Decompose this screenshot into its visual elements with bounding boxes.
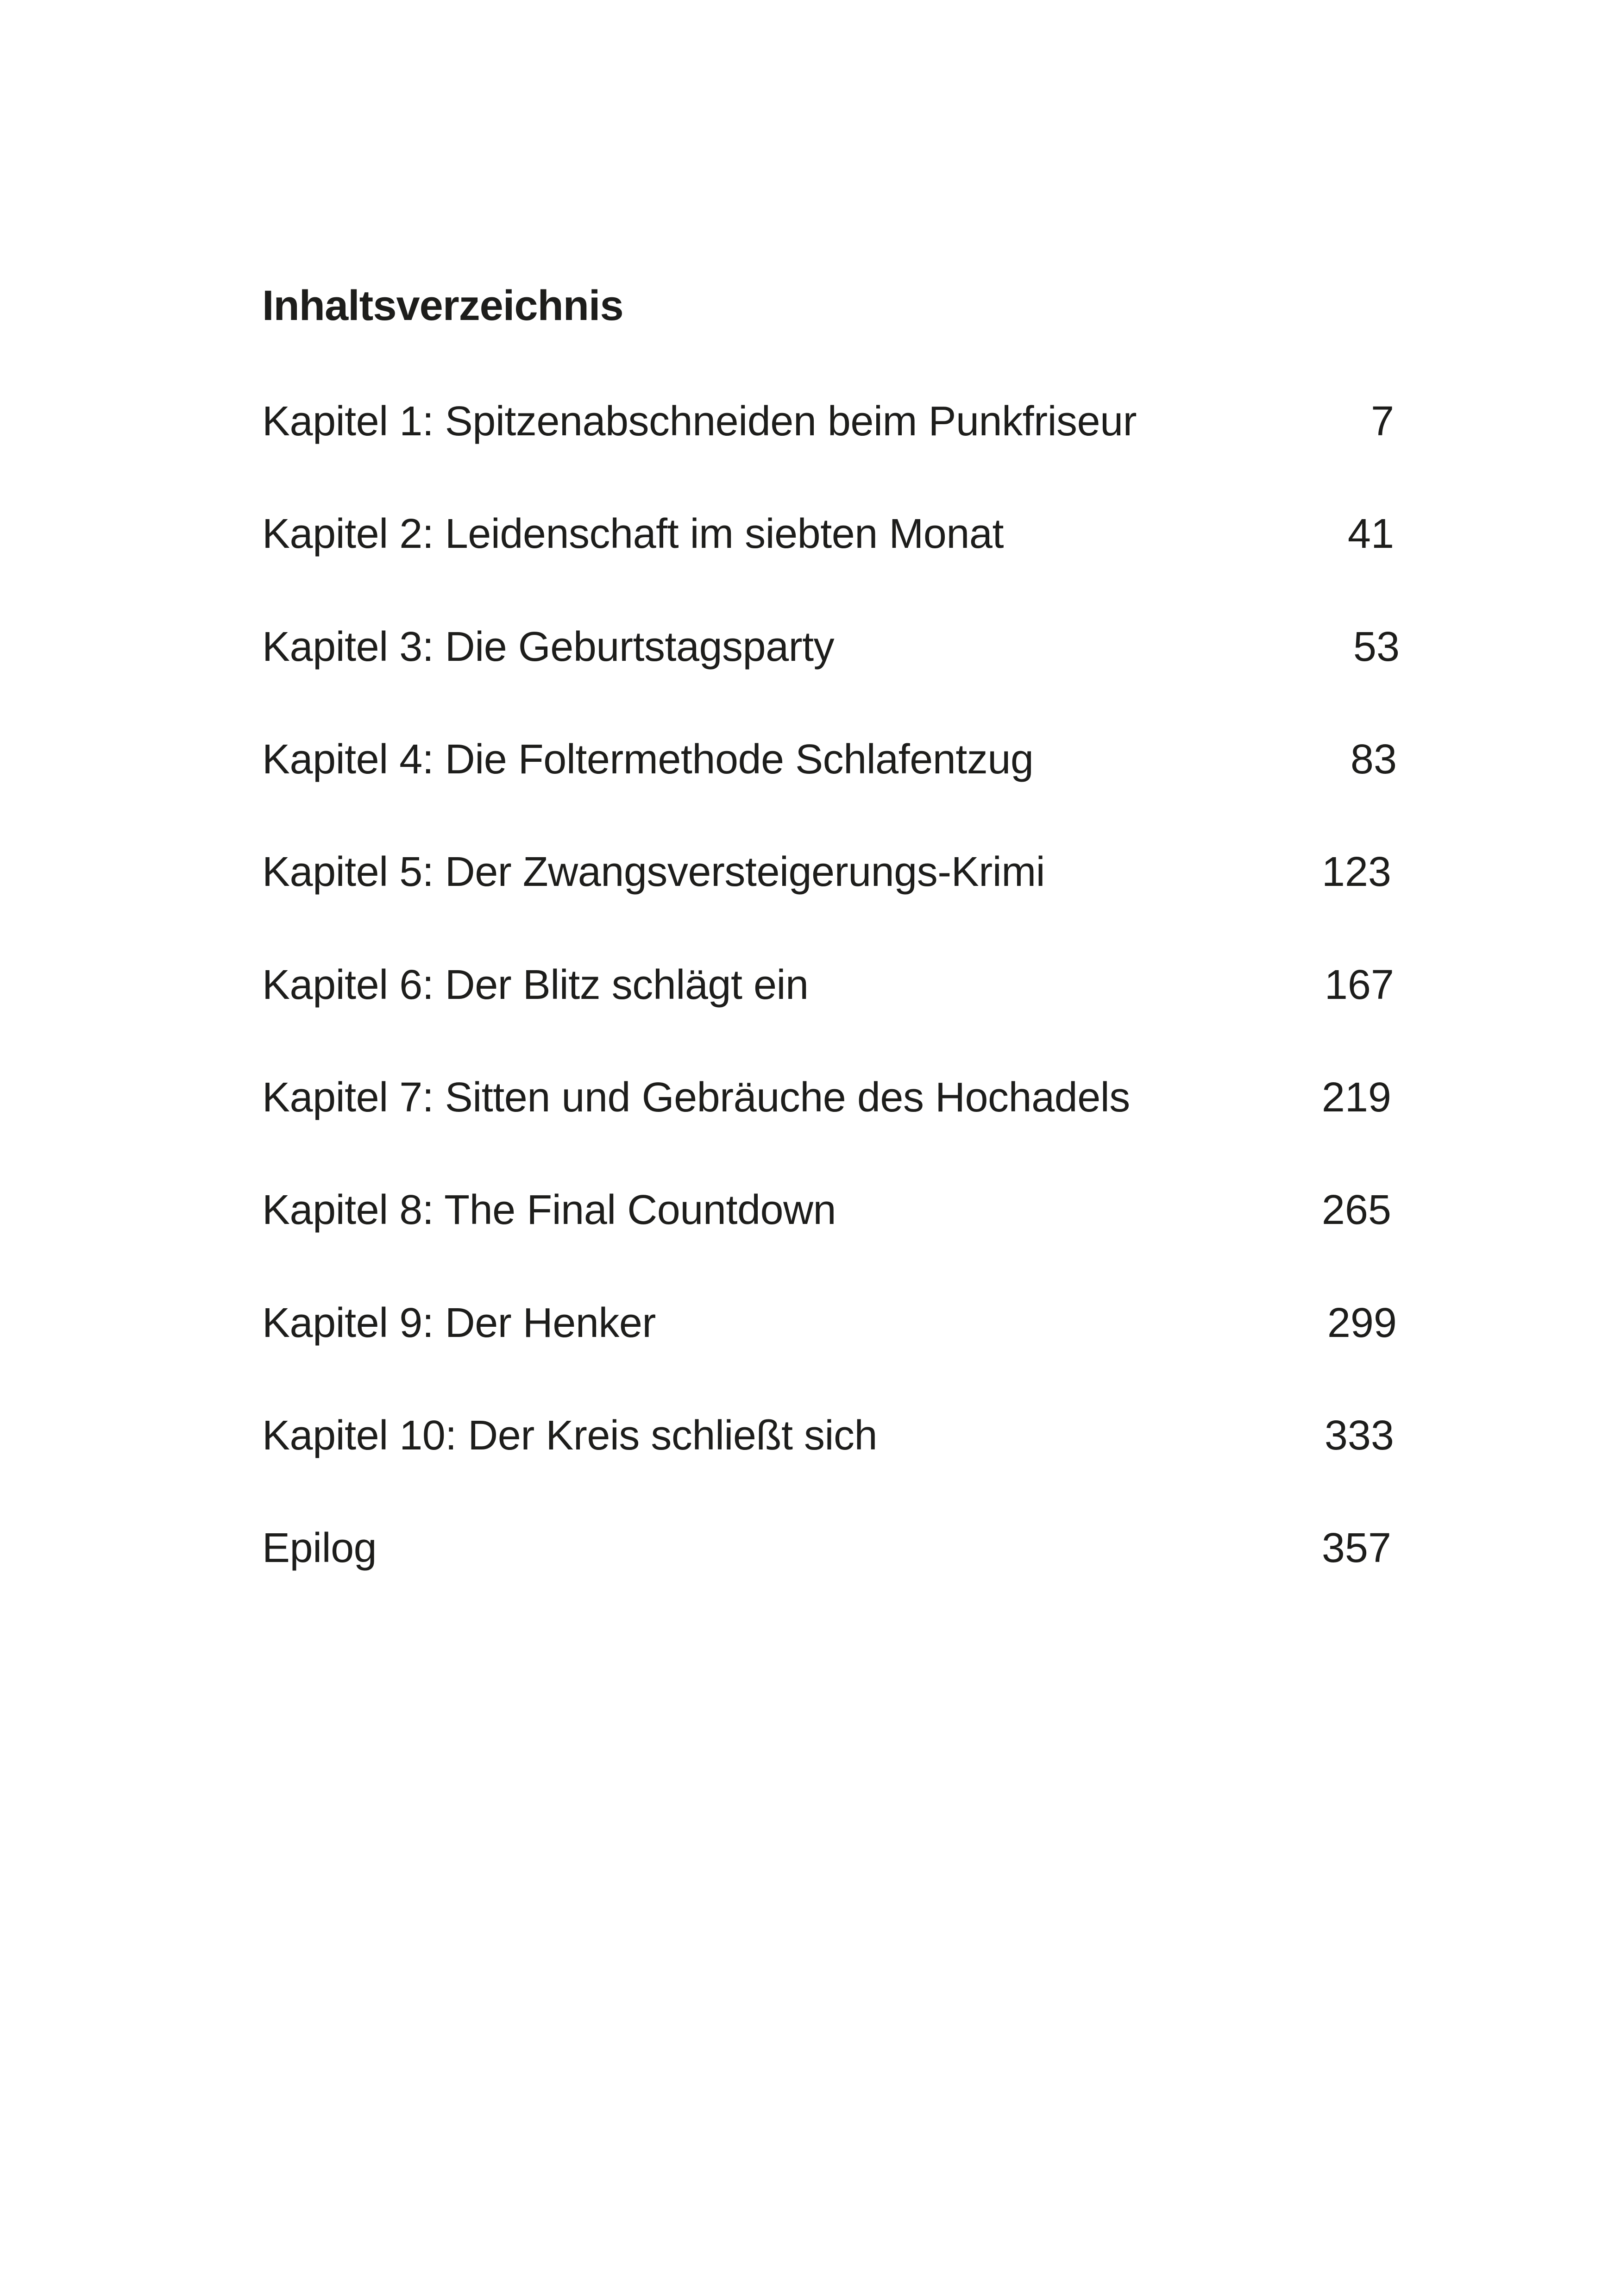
toc-entry-title: Epilog bbox=[262, 1525, 377, 1571]
toc-entry-5 bbox=[262, 840, 1413, 904]
toc-entry-8 bbox=[262, 1178, 1413, 1242]
toc-heading: Inhaltsverzeichnis bbox=[262, 282, 623, 329]
toc-entry-title: Kapitel 3: Die Geburtstagsparty bbox=[262, 624, 835, 670]
toc-entry-page: 219 bbox=[1321, 1074, 1391, 1121]
toc-entry-page: 123 bbox=[1321, 849, 1391, 895]
toc-entry-1 bbox=[262, 389, 1413, 454]
toc-entry-page: 41 bbox=[1347, 511, 1394, 557]
toc-entry-title: Kapitel 4: Die Foltermethode Schlafentzug bbox=[262, 736, 1034, 783]
toc-entry-page: 167 bbox=[1324, 962, 1394, 1008]
toc-entry-page: 83 bbox=[1350, 736, 1397, 783]
toc-entry-9 bbox=[262, 1291, 1413, 1355]
toc-entry-3 bbox=[262, 615, 1413, 679]
toc-entry-title: Kapitel 9: Der Henker bbox=[262, 1300, 656, 1346]
toc-entry-4 bbox=[262, 727, 1413, 792]
toc-entry-page: 53 bbox=[1353, 624, 1400, 670]
toc-entry-page: 299 bbox=[1327, 1300, 1397, 1346]
toc-entry-title: Kapitel 6: Der Blitz schlägt ein bbox=[262, 962, 809, 1008]
toc-entry-page: 7 bbox=[1370, 398, 1394, 445]
toc-entry-page: 265 bbox=[1321, 1187, 1391, 1233]
toc-entry-title: Kapitel 8: The Final Countdown bbox=[262, 1187, 836, 1233]
toc-entry-page: 333 bbox=[1324, 1412, 1394, 1459]
toc-entry-2 bbox=[262, 502, 1413, 566]
toc-entry-6 bbox=[262, 953, 1413, 1017]
toc-entry-title: Kapitel 2: Leidenschaft im siebten Monat bbox=[262, 511, 1004, 557]
toc-entry-title: Kapitel 7: Sitten und Gebräuche des Hochadels bbox=[262, 1074, 1130, 1121]
toc-entry-7 bbox=[262, 1065, 1413, 1130]
toc-entry-title: Kapitel 10: Der Kreis schließt sich bbox=[262, 1412, 878, 1459]
toc-entry-10 bbox=[262, 1403, 1413, 1468]
toc-entry-title: Kapitel 1: Spitzenabschneiden beim Punkfriseur bbox=[262, 398, 1137, 445]
toc-entry-epilog bbox=[262, 1516, 1413, 1581]
toc-entry-title: Kapitel 5: Der Zwangsversteigerungs-Krimi bbox=[262, 849, 1045, 895]
toc-entry-page: 357 bbox=[1321, 1525, 1391, 1571]
